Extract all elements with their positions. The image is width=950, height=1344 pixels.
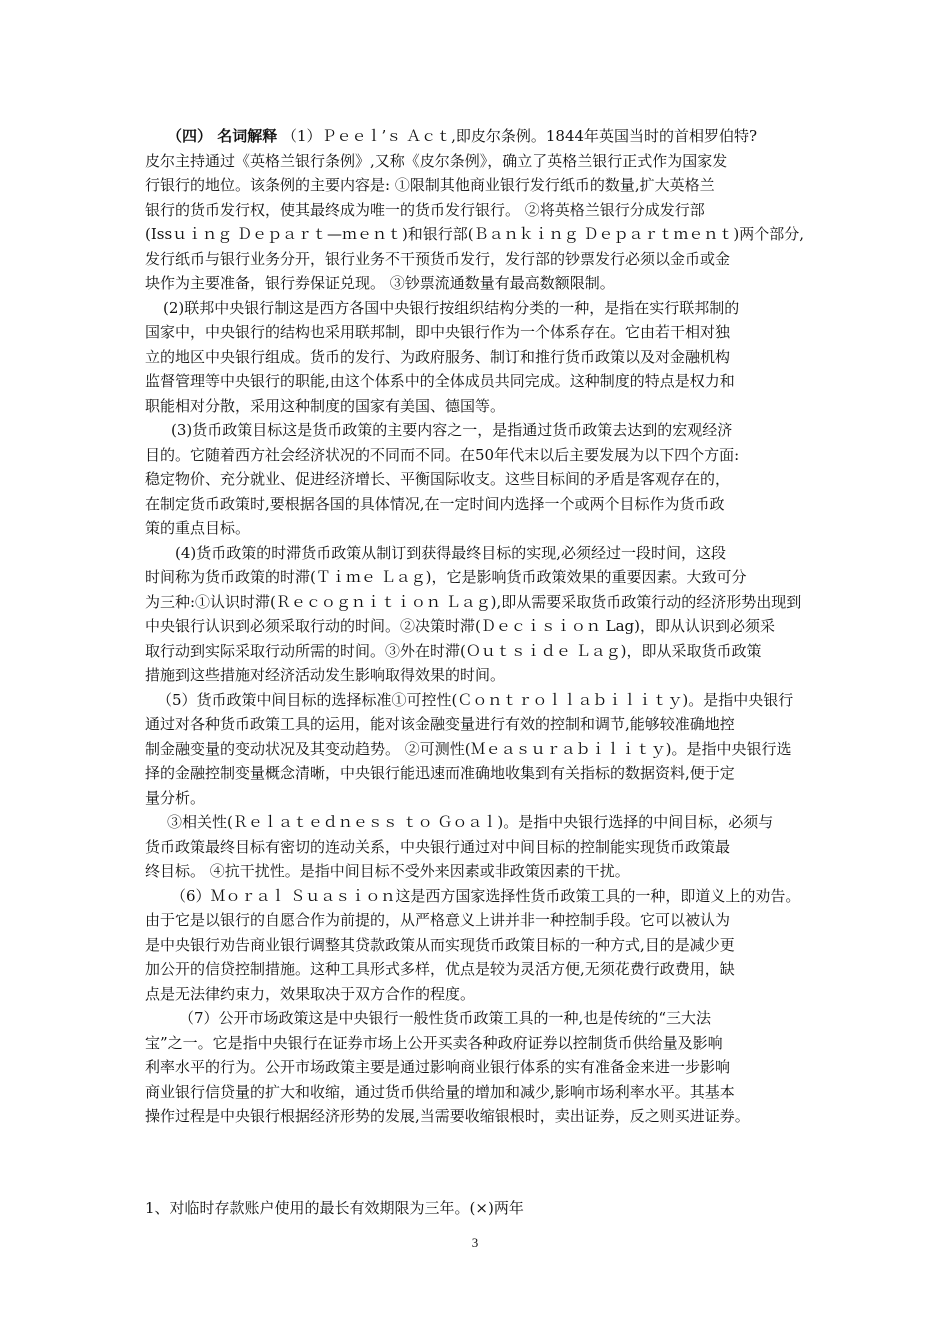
line-text: 商业银行信贷量的扩大和收缩，通过货币供给量的增加和减少,影响市场利率水平。其基本: [145, 1082, 735, 1101]
line-text: （6）Ｍｏｒａｌ Ｓｕａｓｉｏｎ这是西方国家选择性货币政策工具的一种，即道义上的劝告。: [171, 886, 801, 905]
text-line: [145, 712, 817, 737]
page-number: 3: [471, 1235, 479, 1250]
line-text: 加公开的信贷控制措施。这种工具形式多样，优点是较为灵活方便,无须花费行政费用，缺: [145, 960, 735, 978]
text-line: [145, 149, 817, 174]
text-line: [145, 173, 817, 198]
text-line: [145, 296, 817, 321]
body-text: [145, 124, 817, 1129]
text-line: [145, 1006, 817, 1031]
text-line: [145, 835, 817, 860]
text-line: [145, 320, 817, 345]
text-line: [145, 1031, 817, 1056]
text-line: [145, 1080, 817, 1105]
line-text: (2)联邦中央银行制这是西方各国中央银行按组织结构分类的一种，是指在实行联邦制的: [163, 298, 740, 317]
text-line: [145, 541, 817, 566]
text-line: [145, 418, 817, 443]
line-text: （5）货币政策中间目标的选择标准①可控性(Ｃｏｎｔｒｏｌｌａｂｉｌｉｔｙ)。是指中央银行: [157, 690, 794, 709]
line-text: 稳定物价、充分就业、促进经济增长、平衡国际收支。这些目标间的矛盾是客观存在的，: [145, 470, 731, 488]
line-text: 立的地区中央银行组成。货币的发行、为政府服务、制订和推行货币政策以及对金融机构: [145, 347, 731, 366]
line-text: 皮尔主持通过《英格兰银行条例》,又称《皮尔条例》，确立了英格兰银行正式作为国家发: [145, 151, 728, 170]
line-text: 监督管理等中央银行的职能,由这个体系中的全体成员共同完成。这种制度的特点是权力和: [145, 372, 735, 390]
line-text: ③相关性(Ｒｅｌａｔｅｄｎｅｓｓ ｔｏ Ｇｏａｌ)。是指中央银行选择的中间目标，必须与: [167, 813, 774, 831]
line-text: 银行的货币发行权，使其最终成为唯一的货币发行银行。 ②将英格兰银行分成发行部: [145, 200, 705, 219]
line-text: 量分析。: [145, 788, 206, 807]
line-text: 制金融变量的变动状况及其变动趋势。 ②可测性(Ｍｅａｓｕｒａｂｉｌｉｔｙ)。是指中央银行选: [145, 739, 792, 758]
text-line: [145, 590, 817, 615]
text-line: [145, 810, 817, 835]
line-text: 中央银行认识到必须采取行动的时间。②决策时滞(Ｄｅｃｉｓｉｏｎ Lag)，即从认识到必须采: [145, 617, 775, 635]
line-text: 行银行的地位。该条例的主要内容是: ①限制其他商业银行发行纸币的数量,扩大英格兰: [145, 176, 715, 194]
line-text: 职能相对分散，采用这种制度的国家有美国、德国等。: [145, 396, 506, 415]
line-text: （7）公开市场政策这是中央银行一般性货币政策工具的一种,也是传统的“三大法: [179, 1009, 711, 1027]
text-line: [145, 786, 817, 811]
text-line: [145, 492, 817, 517]
text-line: [145, 957, 817, 982]
text-line: [145, 1055, 817, 1080]
line-text: 操作过程是中央银行根据经济形势的发展,当需要收缩银根时，卖出证券，反之则买进证券。: [145, 1107, 750, 1125]
line-text: 时间称为货币政策的时滞(Ｔｉｍｅ Ｌａｇ)，它是影响货币政策效果的重要因素。大致可分: [145, 568, 747, 586]
line-text: 策的重点目标。: [145, 519, 251, 537]
text-line: [145, 345, 817, 370]
text-line: [145, 124, 817, 149]
text-line: [145, 982, 817, 1007]
line-text: 目的。它随着西方社会经济状况的不同而不同。在50年代末以后主要发展为以下四个方面:: [145, 445, 740, 464]
text-line: [145, 761, 817, 786]
text-line: [145, 222, 817, 247]
line-text: 利率水平的行为。公开市场政策主要是通过影响商业银行体系的实有准备金来进一步影响: [145, 1058, 731, 1076]
line-text: 终目标。 ④抗干扰性。是指中间目标不受外来因素或非政策因素的干扰。: [145, 862, 630, 880]
text-line: [145, 614, 817, 639]
question-line: 1、对临时存款账户使用的最长有效期限为三年。(×)两年: [145, 1199, 524, 1217]
text-line: [145, 737, 817, 762]
text-line: [145, 443, 817, 468]
text-line: [145, 884, 817, 909]
text-line: [145, 198, 817, 223]
text-line: [145, 688, 817, 713]
line-text: 为三种:①认识时滞(Ｒｅｃｏｇｎｉｔｉｏｎ Ｌａｇ),即从需要采取货币政策行动的经济形势出现到: [145, 592, 802, 611]
line-text: (4)货币政策的时滞货币政策从制订到获得最终目标的实现,必须经过一段时间，这段: [175, 543, 727, 562]
text-line: [145, 859, 817, 884]
text-line: [145, 516, 817, 541]
text-line: [145, 467, 817, 492]
text-line: [145, 663, 817, 688]
section-heading: （四） 名词解释: [167, 127, 278, 145]
line-text: 发行纸币与银行业务分开，银行业务不干预货币发行，发行部的钞票发行必须以金币或金: [145, 249, 731, 268]
line-text: 货币政策最终目标有密切的连动关系，中央银行通过对中间目标的控制能实现货币政策最: [145, 837, 731, 856]
text-line: [145, 271, 817, 296]
line-text: (3)货币政策目标这是货币政策的主要内容之一，是指通过货币政策去达到的宏观经济: [171, 421, 733, 439]
line-text: (Issｕｉｎｇ Ｄｅｐａｒｔ—ｍｅｎｔ)和银行部(Ｂａｎｋｉｎｇ Ｄｅｐａｒｔｍｅｎｔ)两个部分,: [145, 225, 805, 243]
line-text: 宝”之一。它是指中央银行在证券市场上公开买卖各种政府证券以控制货币供给量及影响: [145, 1033, 723, 1052]
text-line: [145, 565, 817, 590]
text-line: [145, 1104, 817, 1129]
line-text: 是中央银行劝告商业银行调整其贷款政策从而实现货币政策目标的一种方式,目的是减少更: [145, 935, 735, 954]
line-text: 块作为主要准备，银行券保证兑现。 ③钞票流通数量有最高数额限制。: [145, 274, 615, 292]
text-line: [145, 908, 817, 933]
line-text: （1）Ｐｅｅｌ’ｓ Ａｃｔ,即皮尔条例。1844年英国当时的首相罗伯特?: [282, 127, 758, 145]
line-text: 国家中，中央银行的结构也采用联邦制，即中央银行作为一个体系存在。它由若干相对独: [145, 323, 731, 341]
line-text: 取行动到实际采取行动所需的时间。③外在时滞(Ｏｕｔｓｉｄｅ Ｌａｇ)，即从采取货币政策: [145, 641, 762, 660]
text-line: [145, 639, 817, 664]
text-line: [145, 369, 817, 394]
line-text: 通过对各种货币政策工具的运用，能对该金融变量进行有效的控制和调节,能够较准确地控: [145, 715, 735, 733]
text-line: [145, 247, 817, 272]
line-text: 点是无法律约束力，效果取决于双方合作的程度。: [145, 984, 476, 1003]
line-text: 措施到这些措施对经济活动发生影响取得效果的时间。: [145, 666, 506, 684]
text-line: [145, 394, 817, 419]
line-text: 由于它是以银行的自愿合作为前提的，从严格意义上讲并非一种控制手段。它可以被认为: [145, 911, 731, 929]
text-line: [145, 933, 817, 958]
line-text: 在制定货币政策时,要根据各国的具体情况,在一定时间内选择一个或两个目标作为货币政: [145, 494, 725, 513]
line-text: 择的金融控制变量概念清晰，中央银行能迅速而准确地收集到有关指标的数据资料,便于定: [145, 764, 735, 782]
